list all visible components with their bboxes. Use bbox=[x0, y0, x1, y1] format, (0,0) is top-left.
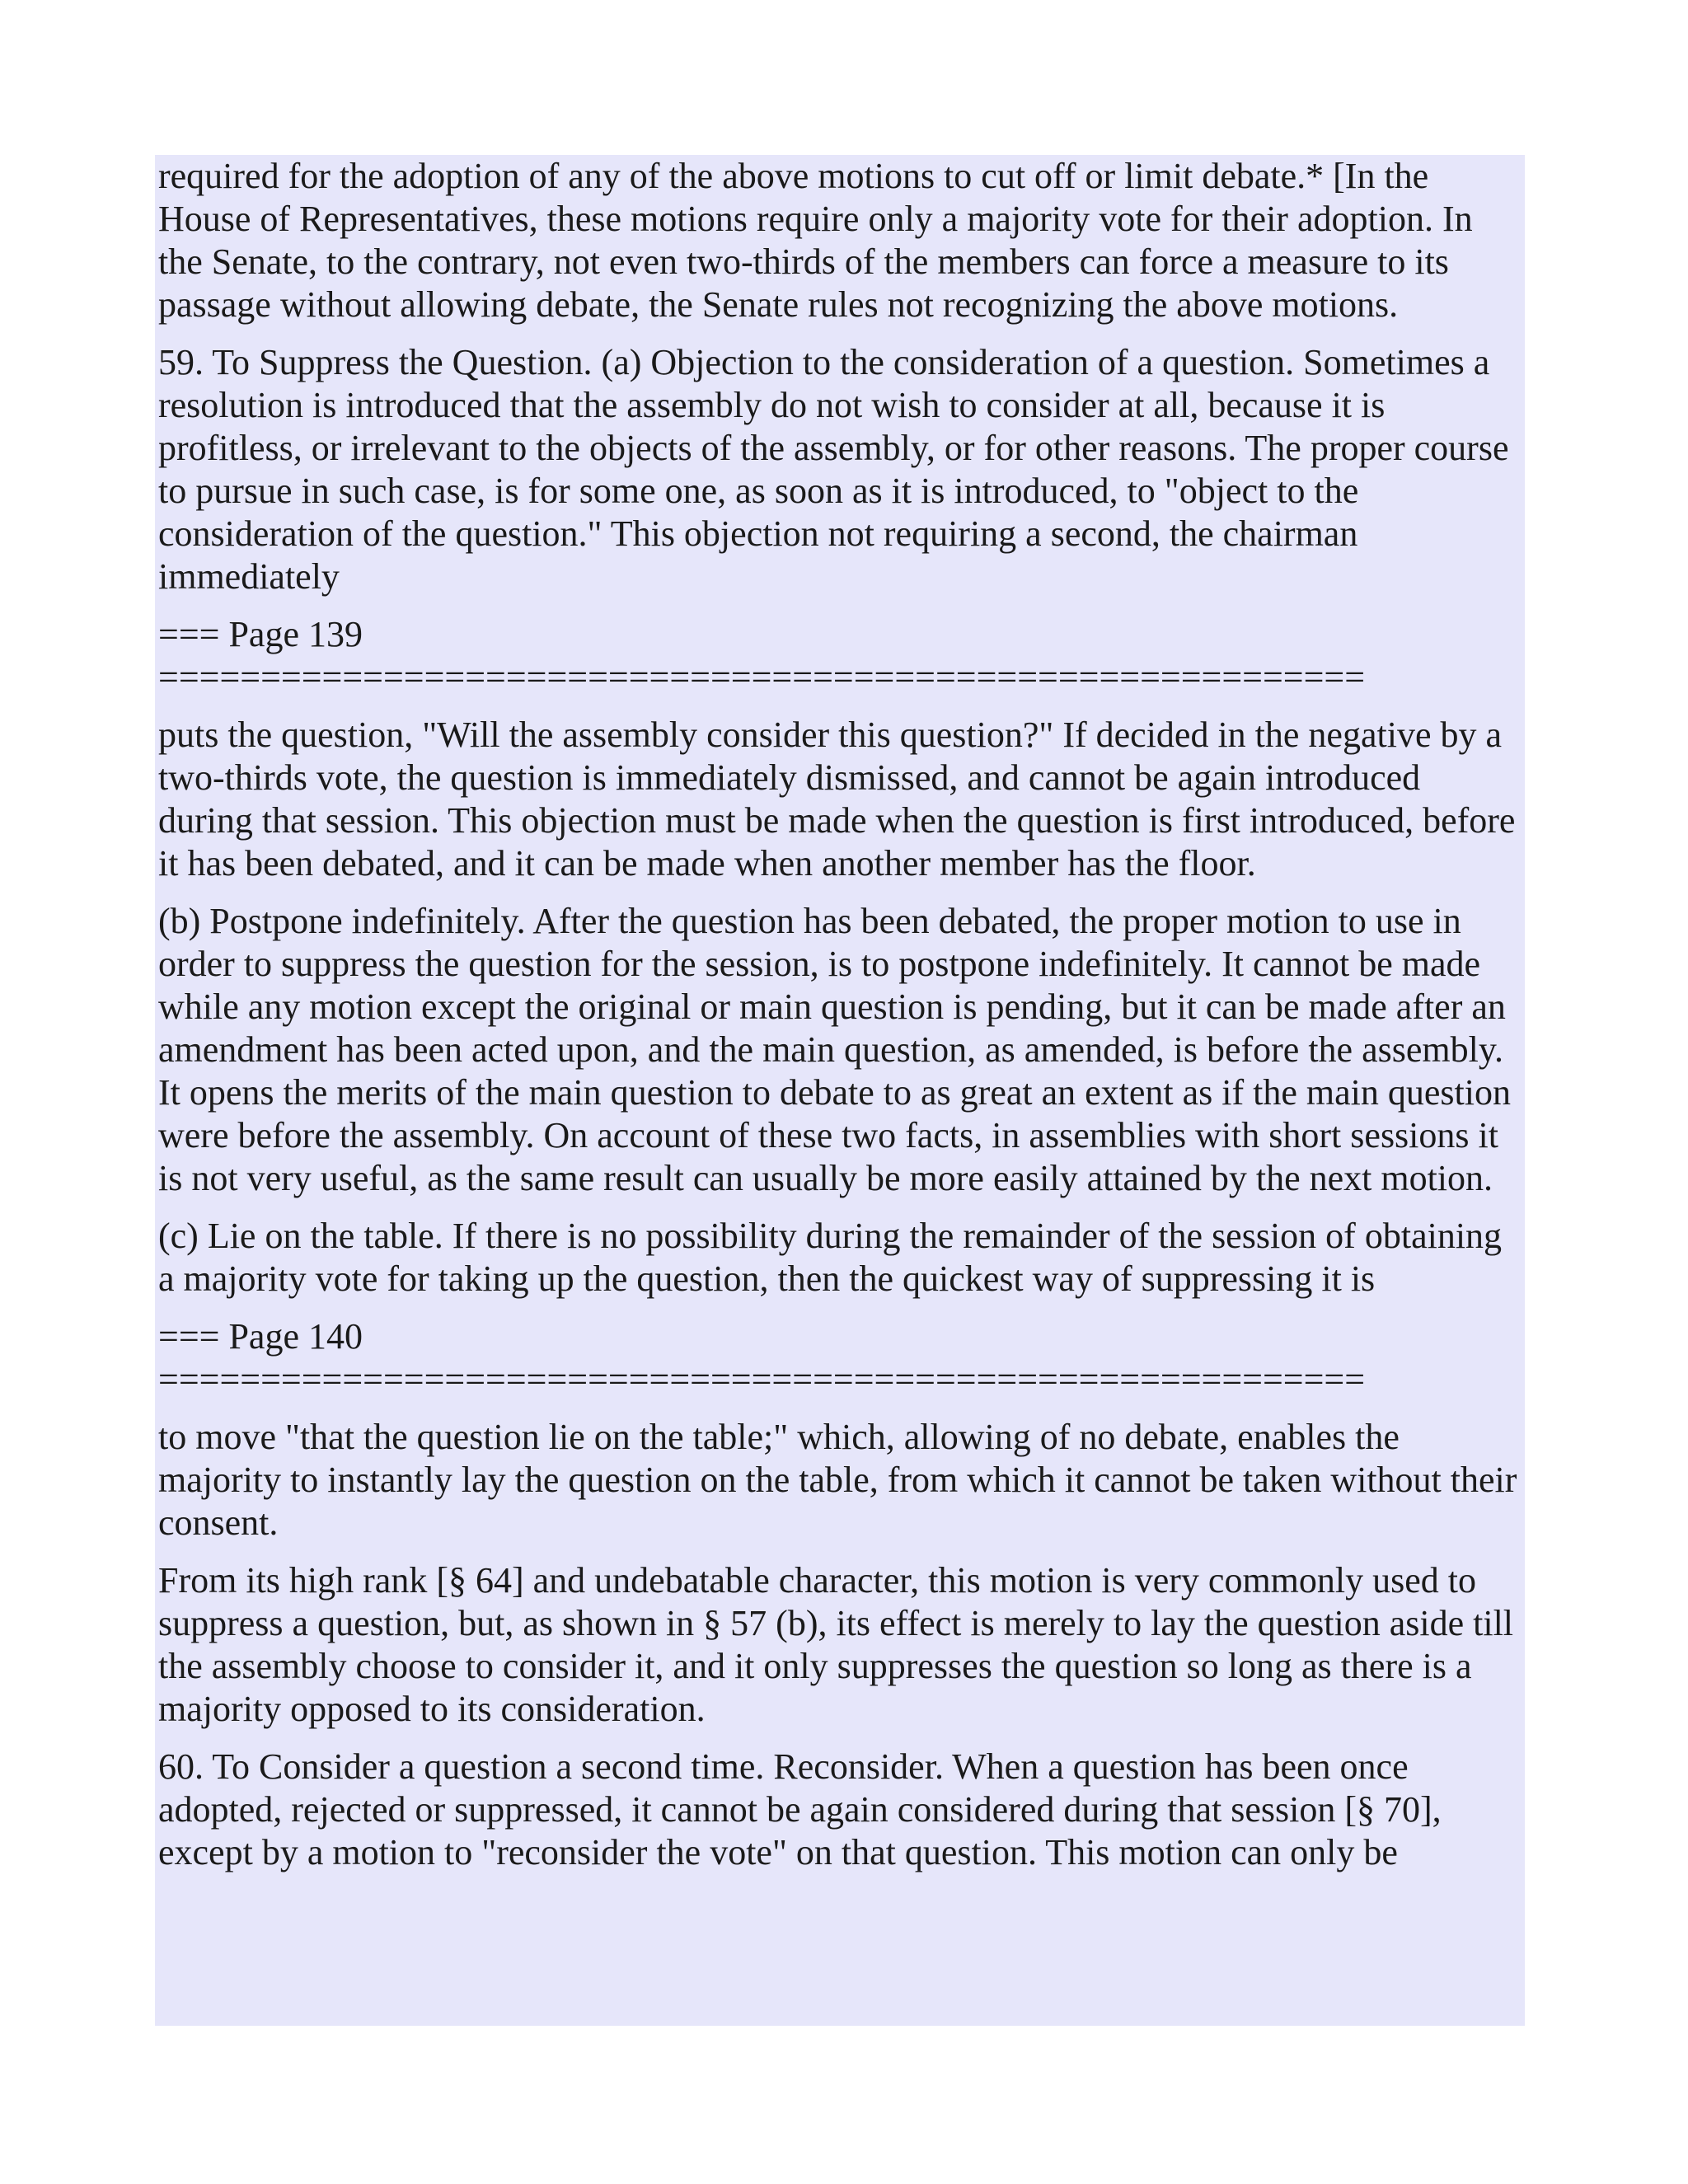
page-number-label: === Page 140 bbox=[158, 1316, 363, 1357]
paragraph-move-lie-on-table: to move "that the question lie on the table;" which, allowing of no debate, enables the majority to instantly lay the question on the table, from which it cannot be taken without their consent. bbox=[158, 1417, 1517, 1543]
paragraph-section-60-reconsider: 60. To Consider a question a second time. Reconsider. When a question has been once adopted, rejected or suppressed, it cannot be again considered during that session [§ 70], except by a motion to "reconsider the vote" on that question. This motion can only be bbox=[158, 1746, 1442, 1872]
paragraph-high-rank: From its high rank [§ 64] and undebatable character, this motion is very commonly used to suppress a question, but, as shown in § 57 (b), its effect is merely to lay the question aside till the assembly choose to consider it, and it only suppresses the question so long as there is a majority opposed to its consideration. bbox=[158, 1560, 1514, 1729]
document-text-block bbox=[155, 155, 1525, 2026]
page-marker-139 bbox=[158, 613, 1522, 699]
paragraph-postpone-indefinitely: (b) Postpone indefinitely. After the question has been debated, the proper motion to use in order to suppress the question for the session, is to postpone indefinitely. It cannot be made while any motion except the original or main question is pending, but it can be made after an amendment has been acted upon, and the main question, as amended, is before the assembly. It opens the merits of the main question to debate to as great an extent as if the main question were before the assembly. On account of these two facts, in assemblies with short sessions it is not very useful, as the same result can usually be more easily attained by the next motion. bbox=[158, 901, 1511, 1198]
paragraph-debate-limits: required for the adoption of any of the above motions to cut off or limit debate.* [In the House of Representatives, these motions require only a majority vote for their adoption. In the Senate, to the contrary, not even two-thirds of the members can force a measure to its passage without allowing debate, the Senate rules not recognizing the above motions. bbox=[158, 156, 1473, 325]
paragraph-lie-on-table: (c) Lie on the table. If there is no possibility during the remainder of the session of obtaining a majority vote for taking up the question, then the quickest way of suppressing it is bbox=[158, 1216, 1503, 1299]
page-divider-rule: =========================================================== bbox=[158, 1359, 1366, 1399]
paragraph-section-59-objection: 59. To Suppress the Question. (a) Objection to the consideration of a question. Sometimes a resolution is introduced that the assembly do not wish to consider at all, because it is profitless, or irrelevant to the objects of the assembly, or for other reasons. The proper course to pursue in such case, is for some one, as soon as it is introduced, to "object to the consideration of the question." This objection not requiring a second, the chairman immediately bbox=[158, 342, 1509, 597]
paragraph-consider-question: puts the question, "Will the assembly consider this question?" If decided in the negative by a two-thirds vote, the question is immediately dismissed, and cannot be again introduced during that session. This objection must be made when the question is first introduced, before it has been debated, and it can be made when another member has the floor. bbox=[158, 715, 1516, 883]
page-marker-140 bbox=[158, 1315, 1522, 1401]
page-number-label: === Page 139 bbox=[158, 614, 363, 654]
page-divider-rule: =========================================================== bbox=[158, 657, 1366, 697]
